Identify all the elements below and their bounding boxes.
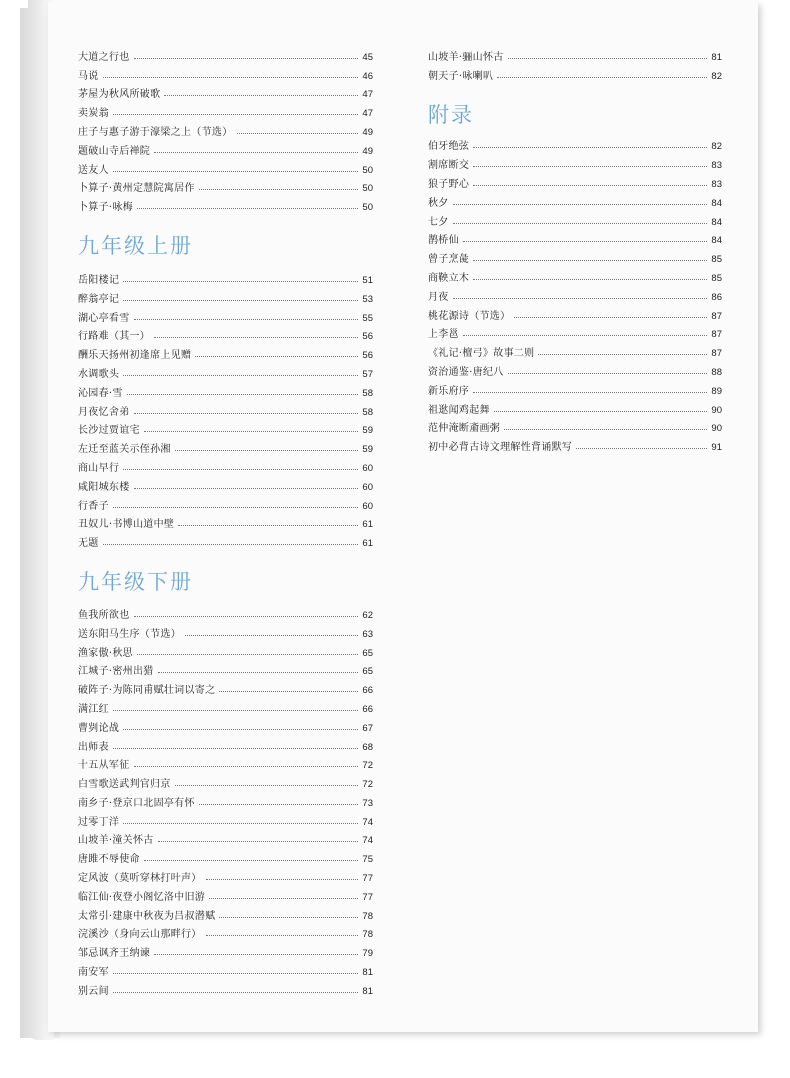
- toc-entry-page: 87: [711, 348, 722, 360]
- toc-entry-page: 85: [711, 254, 722, 266]
- toc-entry: [428, 303, 722, 322]
- toc-entry-page: 87: [711, 310, 722, 322]
- toc-entry: [428, 340, 722, 359]
- toc-entry-page: 84: [711, 197, 722, 209]
- toc-entry: [78, 884, 373, 903]
- toc-entry-page: 65: [362, 666, 373, 678]
- dot-leader: [504, 429, 707, 430]
- toc-entry-title: 祖逖闻鸡起舞: [428, 404, 490, 416]
- toc-entry-page: 61: [362, 519, 373, 531]
- toc-entry: [78, 176, 373, 195]
- toc-entry: [78, 809, 373, 828]
- dot-leader: [134, 766, 359, 767]
- toc-entry-title: 卜算子·黄州定慧院寓居作: [78, 183, 195, 195]
- toc-entry-page: 59: [362, 444, 373, 456]
- toc-entry-title: 月夜忆舍弟: [78, 406, 130, 418]
- toc-entry: [78, 621, 373, 640]
- toc-entry-page: 63: [362, 628, 373, 640]
- toc-entry-title: 左迁至蓝关示侄孙湘: [78, 444, 171, 456]
- toc-entry-title: 初中必背古诗文理解性背诵默写: [428, 442, 573, 454]
- toc-entry-page: 66: [362, 703, 373, 715]
- dot-leader: [473, 185, 707, 186]
- toc-entry: [78, 100, 373, 119]
- toc-entry-page: 84: [711, 235, 722, 247]
- toc-entry-title: 割席断交: [428, 160, 470, 172]
- toc-entry: [78, 455, 373, 474]
- toc-entry-page: 50: [362, 183, 373, 195]
- toc-list-group2: [78, 267, 373, 549]
- dot-leader: [113, 748, 359, 749]
- dot-leader: [113, 992, 359, 993]
- dot-leader: [473, 260, 707, 261]
- toc-entry-title: 月夜: [428, 291, 449, 303]
- dot-leader: [134, 616, 359, 617]
- toc-entry: [78, 696, 373, 715]
- toc-entry: [428, 378, 722, 397]
- toc-entry: [78, 418, 373, 437]
- toc-entry-page: 87: [711, 329, 722, 341]
- dot-leader: [113, 171, 359, 172]
- toc-entry: [78, 846, 373, 865]
- dot-leader: [113, 710, 359, 711]
- toc-entry-page: 60: [362, 462, 373, 474]
- dot-leader: [134, 488, 359, 489]
- toc-entry-title: 南安军: [78, 967, 109, 979]
- toc-entry-page: 81: [362, 967, 373, 979]
- toc-entry-page: 74: [362, 835, 373, 847]
- toc-entry: [78, 44, 373, 63]
- toc-entry: [78, 342, 373, 361]
- toc-entry-title: 丑奴儿·书博山道中壁: [78, 519, 175, 531]
- toc-entry: [428, 228, 722, 247]
- toc-entry-title: 卖炭翁: [78, 108, 109, 120]
- toc-entry-title: 岳阳楼记: [78, 274, 120, 286]
- toc-entry-page: 73: [362, 797, 373, 809]
- toc-entry-page: 61: [362, 538, 373, 550]
- toc-entry: [78, 677, 373, 696]
- toc-entry-page: 65: [362, 647, 373, 659]
- toc-entry-title: 过零丁洋: [78, 816, 120, 828]
- toc-entry-page: 66: [362, 685, 373, 697]
- toc-entry-title: 湖心亭看雪: [78, 312, 130, 324]
- toc-entry: [78, 63, 373, 82]
- toc-entry-page: 47: [362, 89, 373, 101]
- dot-leader: [199, 189, 359, 190]
- toc-entry: [78, 380, 373, 399]
- toc-entry-title: 资治通鉴·唐纪八: [428, 366, 504, 378]
- toc-entry-page: 74: [362, 816, 373, 828]
- toc-entry: [428, 190, 722, 209]
- toc-entry: [78, 865, 373, 884]
- toc-entry: [428, 152, 722, 171]
- toc-entry: [78, 940, 373, 959]
- toc-entry: [78, 194, 373, 213]
- toc-entry-page: 62: [362, 609, 373, 621]
- dot-leader: [463, 335, 708, 336]
- toc-entry-title: 水调歌头: [78, 368, 120, 380]
- toc-right-column: [428, 44, 722, 453]
- toc-entry: [78, 640, 373, 659]
- dot-leader: [123, 300, 358, 301]
- toc-entry-page: 72: [362, 760, 373, 772]
- toc-entry-title: 茅屋为秋风所破歌: [78, 89, 161, 101]
- toc-entry: [428, 397, 722, 416]
- dot-leader: [508, 373, 708, 374]
- dot-leader: [123, 469, 358, 470]
- toc-entry-page: 50: [362, 202, 373, 214]
- dot-leader: [576, 448, 707, 449]
- dot-leader: [113, 973, 359, 974]
- toc-entry: [428, 171, 722, 190]
- toc-entry-page: 83: [711, 178, 722, 190]
- toc-entry-title: 商鞅立木: [428, 272, 470, 284]
- toc-entry-title: 咸阳城东楼: [78, 481, 130, 493]
- dot-leader: [123, 729, 358, 730]
- dot-leader: [453, 298, 708, 299]
- dot-leader: [154, 152, 358, 153]
- dot-leader: [123, 281, 358, 282]
- toc-entry-title: 新乐府序: [428, 385, 470, 397]
- toc-entry-title: 白雪歌送武判官归京: [78, 779, 171, 791]
- toc-entry-page: 47: [362, 108, 373, 120]
- toc-entry-title: 出师表: [78, 741, 109, 753]
- toc-entry-title: 行路难（其一）: [78, 331, 151, 343]
- dot-leader: [463, 241, 708, 242]
- dot-leader: [209, 898, 358, 899]
- toc-entry-page: 77: [362, 891, 373, 903]
- toc-entry-title: 庄子与惠子游于濠梁之上（节选）: [78, 126, 233, 138]
- toc-entry-title: 卜算子·咏梅: [78, 202, 133, 214]
- toc-entry-page: 90: [711, 404, 722, 416]
- toc-entry: [428, 44, 722, 63]
- dot-leader: [219, 691, 358, 692]
- toc-entry-title: 商山早行: [78, 462, 120, 474]
- dot-leader: [508, 58, 708, 59]
- toc-left-column: [78, 44, 373, 997]
- toc-entry-title: 伯牙绝弦: [428, 141, 470, 153]
- toc-entry-page: 77: [362, 873, 373, 885]
- toc-entry: [78, 771, 373, 790]
- toc-entry: [78, 138, 373, 157]
- toc-entry-title: 桃花源诗（节选）: [428, 310, 511, 322]
- dot-leader: [123, 823, 358, 824]
- toc-entry-title: 浣溪沙（身向云山那畔行）: [78, 929, 202, 941]
- toc-entry-page: 82: [711, 70, 722, 82]
- dot-leader: [154, 337, 358, 338]
- toc-entry-page: 45: [362, 51, 373, 63]
- toc-list-group1: [78, 44, 373, 213]
- toc-entry: [78, 922, 373, 941]
- toc-entry-title: 曾子烹彘: [428, 254, 470, 266]
- dot-leader: [137, 208, 358, 209]
- toc-entry: [78, 474, 373, 493]
- toc-entry-title: 山坡羊·潼关怀古: [78, 835, 154, 847]
- toc-entry-title: 题破山寺后禅院: [78, 145, 151, 157]
- dot-leader: [127, 394, 359, 395]
- dot-leader: [134, 413, 359, 414]
- toc-entry: [78, 157, 373, 176]
- toc-entry-page: 90: [711, 423, 722, 435]
- dot-leader: [113, 114, 359, 115]
- dot-leader: [195, 356, 358, 357]
- toc-entry-title: 大道之行也: [78, 51, 130, 63]
- toc-entry-page: 46: [362, 70, 373, 82]
- dot-leader: [206, 935, 359, 936]
- dot-leader: [494, 411, 708, 412]
- toc-entry: [78, 903, 373, 922]
- dot-leader: [103, 544, 359, 545]
- toc-entry-page: 57: [362, 368, 373, 380]
- toc-entry-title: 行香子: [78, 500, 109, 512]
- toc-entry: [78, 305, 373, 324]
- toc-entry-page: 79: [362, 948, 373, 960]
- dot-leader: [185, 635, 358, 636]
- dot-leader: [538, 354, 707, 355]
- toc-entry-title: 唐雎不辱使命: [78, 854, 140, 866]
- toc-list-group5: [428, 134, 722, 454]
- toc-entry: [428, 134, 722, 153]
- toc-entry-page: 53: [362, 293, 373, 305]
- toc-entry-page: 81: [711, 51, 722, 63]
- toc-entry: [428, 434, 722, 453]
- toc-entry: [78, 493, 373, 512]
- toc-entry-page: 49: [362, 126, 373, 138]
- section-heading-grade9-up: 九年级上册: [78, 234, 193, 259]
- toc-entry-page: 59: [362, 425, 373, 437]
- dot-leader: [113, 507, 359, 508]
- toc-entry-title: 朝天子·咏喇叭: [428, 70, 494, 82]
- dot-leader: [473, 279, 707, 280]
- toc-entry: [78, 512, 373, 531]
- toc-entry-page: 81: [362, 985, 373, 997]
- toc-list-group4: [428, 44, 722, 82]
- toc-entry: [428, 265, 722, 284]
- toc-entry: [428, 284, 722, 303]
- dot-leader: [134, 319, 359, 320]
- toc-entry-title: 狼子野心: [428, 178, 470, 190]
- toc-entry-page: 72: [362, 779, 373, 791]
- dot-leader: [514, 317, 707, 318]
- dot-leader: [497, 77, 707, 78]
- toc-entry-page: 50: [362, 164, 373, 176]
- dot-leader: [237, 133, 359, 134]
- dot-leader: [453, 204, 708, 205]
- toc-entry-title: 沁园春·雪: [78, 387, 123, 399]
- dot-leader: [473, 147, 707, 148]
- toc-entry-page: 89: [711, 385, 722, 397]
- toc-entry-page: 60: [362, 481, 373, 493]
- section-heading-appendix: 附录: [428, 102, 474, 127]
- dot-leader: [154, 954, 358, 955]
- toc-entry: [78, 978, 373, 997]
- toc-entry: [78, 659, 373, 678]
- toc-entry: [78, 753, 373, 772]
- toc-entry-page: 51: [362, 274, 373, 286]
- toc-entry: [78, 436, 373, 455]
- toc-entry-title: 江城子·密州出猎: [78, 666, 154, 678]
- dot-leader: [144, 431, 359, 432]
- dot-leader: [473, 166, 707, 167]
- toc-entry-title: 山坡羊·骊山怀古: [428, 51, 504, 63]
- toc-entry-title: 曹刿论战: [78, 722, 120, 734]
- dot-leader: [175, 785, 359, 786]
- toc-entry: [428, 63, 722, 82]
- toc-entry-page: 56: [362, 350, 373, 362]
- toc-entry-title: 酬乐天扬州初逢席上见赠: [78, 350, 192, 362]
- toc-entry: [428, 209, 722, 228]
- toc-entry-page: 88: [711, 366, 722, 378]
- toc-entry-title: 无题: [78, 538, 99, 550]
- toc-entry-title: 上李邕: [428, 329, 459, 341]
- toc-entry: [428, 416, 722, 435]
- toc-entry: [428, 246, 722, 265]
- dot-leader: [137, 654, 358, 655]
- toc-entry-page: 85: [711, 272, 722, 284]
- toc-entry: [78, 399, 373, 418]
- dot-leader: [158, 841, 359, 842]
- dot-leader: [103, 77, 359, 78]
- toc-entry: [78, 602, 373, 621]
- toc-entry-title: 送友人: [78, 164, 109, 176]
- toc-entry-title: 定风波（莫听穿林打叶声）: [78, 873, 202, 885]
- toc-entry-title: 范仲淹断齑画粥: [428, 423, 501, 435]
- dot-leader: [473, 392, 707, 393]
- toc-entry: [78, 959, 373, 978]
- dot-leader: [144, 860, 359, 861]
- toc-entry-page: 67: [362, 722, 373, 734]
- toc-entry-title: 长沙过贾谊宅: [78, 425, 140, 437]
- dot-leader: [158, 672, 359, 673]
- toc-entry-page: 68: [362, 741, 373, 753]
- toc-entry: [78, 828, 373, 847]
- toc-entry-title: 邹忌讽齐王纳谏: [78, 948, 151, 960]
- toc-entry-title: 十五从军征: [78, 760, 130, 772]
- dot-leader: [453, 223, 708, 224]
- dot-leader: [206, 879, 359, 880]
- toc-entry: [78, 267, 373, 286]
- toc-entry-page: 78: [362, 910, 373, 922]
- toc-entry-page: 84: [711, 216, 722, 228]
- toc-entry-title: 秋夕: [428, 197, 449, 209]
- toc-entry-page: 82: [711, 141, 722, 153]
- toc-entry-page: 58: [362, 406, 373, 418]
- toc-entry-title: 《礼记·檀弓》故事二则: [428, 348, 535, 360]
- toc-entry: [78, 790, 373, 809]
- dot-leader: [219, 917, 358, 918]
- toc-entry-title: 别云间: [78, 985, 109, 997]
- toc-entry-title: 鱼我所欲也: [78, 609, 130, 621]
- dot-leader: [164, 95, 358, 96]
- toc-entry: [78, 530, 373, 549]
- toc-entry-page: 49: [362, 145, 373, 157]
- dot-leader: [199, 804, 359, 805]
- toc-entry-title: 太常引·建康中秋夜为吕叔潜赋: [78, 910, 216, 922]
- section-heading-grade9-down: 九年级下册: [78, 570, 193, 595]
- toc-entry-title: 满江红: [78, 703, 109, 715]
- toc-entry: [78, 361, 373, 380]
- toc-entry-title: 醉翁亭记: [78, 293, 120, 305]
- toc-entry: [78, 82, 373, 101]
- toc-entry-page: 91: [711, 442, 722, 454]
- toc-list-group3: [78, 602, 373, 997]
- toc-entry: [78, 324, 373, 343]
- toc-entry: [78, 119, 373, 138]
- toc-entry-title: 南乡子·登京口北固亭有怀: [78, 797, 195, 809]
- toc-entry-page: 83: [711, 160, 722, 172]
- toc-entry-title: 临江仙·夜登小阁忆洛中旧游: [78, 891, 206, 903]
- dot-leader: [123, 375, 358, 376]
- dot-leader: [178, 525, 358, 526]
- toc-entry: [78, 734, 373, 753]
- toc-entry-title: 送东阳马生序（节选）: [78, 628, 181, 640]
- toc-entry-title: 马说: [78, 70, 99, 82]
- toc-entry-page: 56: [362, 331, 373, 343]
- toc-entry: [78, 286, 373, 305]
- toc-entry-page: 86: [711, 291, 722, 303]
- toc-entry-title: 破阵子·为陈同甫赋壮词以寄之: [78, 685, 216, 697]
- dot-leader: [134, 58, 359, 59]
- toc-entry: [428, 359, 722, 378]
- toc-entry-title: 七夕: [428, 216, 449, 228]
- toc-entry-page: 60: [362, 500, 373, 512]
- toc-entry-title: 鹊桥仙: [428, 235, 459, 247]
- toc-entry-page: 75: [362, 854, 373, 866]
- toc-entry: [78, 715, 373, 734]
- toc-entry-page: 55: [362, 312, 373, 324]
- toc-entry-title: 渔家傲·秋思: [78, 647, 133, 659]
- toc-entry: [428, 322, 722, 341]
- toc-entry-page: 78: [362, 929, 373, 941]
- dot-leader: [175, 450, 359, 451]
- toc-entry-page: 58: [362, 387, 373, 399]
